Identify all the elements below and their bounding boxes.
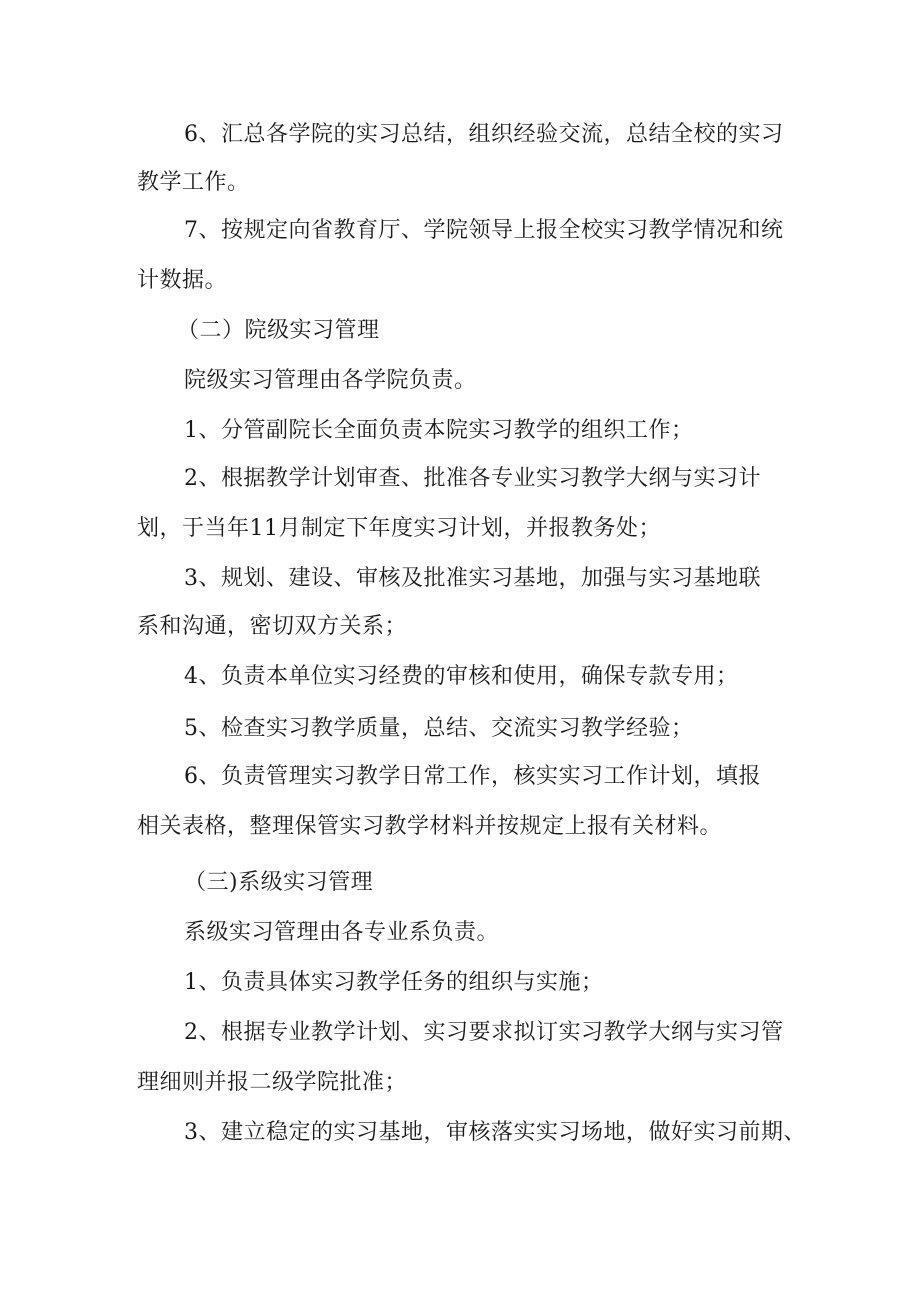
- paragraph-line-item7-b: 计数据。: [137, 268, 228, 293]
- paragraph-line-department-intro: 系级实习管理由各专业系负责。: [184, 920, 500, 945]
- paragraph-line-item6-b: 教学工作。: [137, 170, 250, 195]
- paragraph-line-department-2a: 2、根据专业教学计划、实习要求拟订实习教学大纲与实习管: [184, 1020, 784, 1045]
- paragraph-line-department-2b: 理细则并报二级学院批准；: [137, 1070, 408, 1095]
- paragraph-line-college-6a: 6、负责管理实习教学日常工作，核实实习工作计划，填报: [184, 764, 761, 789]
- paragraph-line-college-2a: 2、根据教学计划审查、批准各专业实习教学大纲与实习计: [184, 466, 761, 491]
- paragraph-line-college-intro: 院级实习管理由各学院负责。: [184, 368, 477, 393]
- section-heading-college-level: （二）院级实习管理: [177, 318, 380, 343]
- paragraph-line-college-6b: 相关表格，整理保管实习教学材料并按规定上报有关材料。: [137, 814, 723, 839]
- paragraph-line-college-3a: 3、规划、建设、审核及批准实习基地，加强与实习基地联: [184, 566, 761, 591]
- paragraph-line-department-3: 3、建立稳定的实习基地，审核落实实习场地，做好实习前期、: [184, 1120, 806, 1145]
- paragraph-line-college-2b: 划，于当年11月制定下年度实习计划，并报教务处；: [137, 516, 661, 541]
- paragraph-line-college-1: 1、分管副院长全面负责本院实习教学的组织工作；: [184, 418, 694, 443]
- paragraph-line-college-4: 4、负责本单位实习经费的审核和使用，确保专款专用；: [184, 664, 739, 689]
- paragraph-line-department-1: 1、负责具体实习教学任务的组织与实施；: [184, 970, 604, 995]
- paragraph-line-college-3b: 系和沟通，密切双方关系；: [137, 614, 408, 639]
- section-heading-department-level: （三)系级实习管理: [184, 870, 374, 895]
- paragraph-line-item7-a: 7、按规定向省教育厅、学院领导上报全校实习教学情况和统: [184, 218, 784, 243]
- paragraph-line-item6-a: 6、汇总各学院的实习总结，组织经验交流，总结全校的实习: [184, 122, 784, 147]
- paragraph-line-college-5: 5、检查实习教学质量，总结、交流实习教学经验；: [184, 716, 694, 741]
